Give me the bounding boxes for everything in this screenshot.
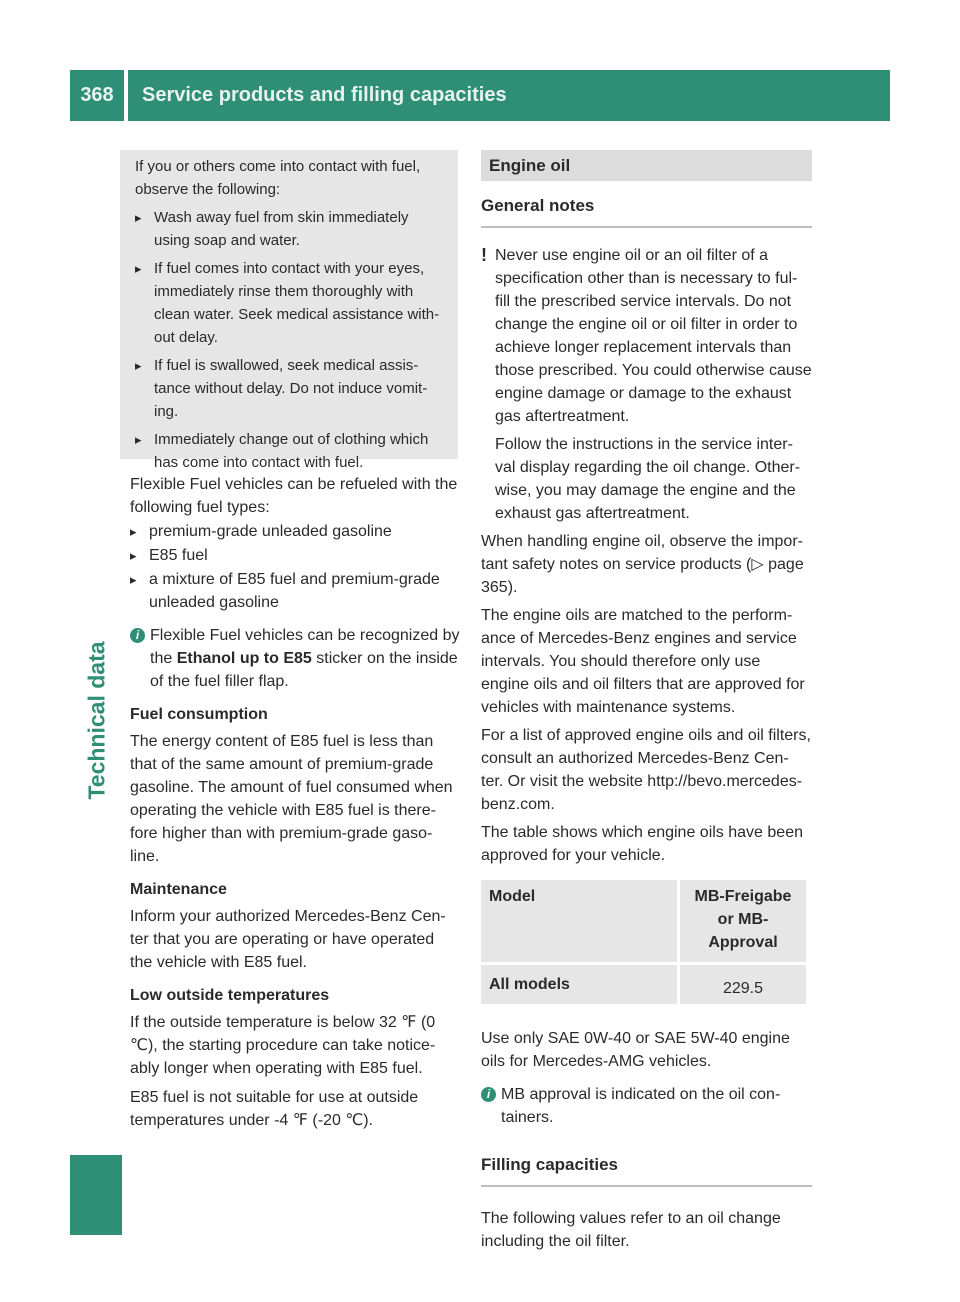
approved-list-text: [481, 724, 812, 816]
info-icon: i: [481, 1087, 496, 1102]
page-number: 368: [70, 70, 124, 121]
info-note: [481, 1083, 812, 1129]
list-item: ▸ If fuel comes into contact with your eyes, immediately rinse them thoroughly with clean water. Seek medical assistance with- out delay.: [135, 257, 448, 349]
website-link[interactable]: http://bevo.mercedes-benz.com.: [481, 773, 803, 813]
side-tab-block: [70, 1155, 122, 1235]
page-reference: (▷ page 365).: [481, 556, 804, 596]
table-header-row: [481, 880, 806, 962]
handling-text: [481, 530, 812, 599]
low-temp-heading: Low outside temperatures: [130, 987, 330, 1004]
table-intro: The table shows which engine oils have been approved for your vehicle.: [481, 824, 803, 864]
general-notes-title: General notes: [481, 194, 812, 228]
table-row: [481, 965, 806, 1004]
filling-text: The following values refer to an oil change including the oil filter.: [481, 1210, 781, 1250]
low-temp-text: If the outside temperature is below 32 ℉ (0 ℃), the starting procedure can take notice- ably longer when operating with E85 fuel.: [130, 1014, 436, 1077]
side-tab-label: Technical data: [83, 640, 110, 800]
info-note: [130, 624, 460, 693]
list-item: ▸ Wash away fuel from skin immediately using soap and water.: [135, 206, 448, 252]
list-item: ▸ a mixture of E85 fuel and premium-grade unleaded gasoline: [130, 568, 460, 614]
right-column: [481, 150, 812, 1253]
table-cell: 229.5: [680, 965, 806, 1004]
maintenance-text: Inform your authorized Mercedes-Benz Cen- ter that you are operating or have operated the vehicle with E85 fuel.: [130, 908, 446, 971]
warning-intro: If you or others come into contact with fuel, observe the following:: [135, 158, 421, 198]
table-header: Model: [481, 880, 677, 962]
page-title: Service products and filling capacities: [128, 70, 890, 121]
list-item: ▸ If fuel is swallowed, seek medical assis- tance without delay. Do not induce vomit- ing.: [135, 354, 448, 423]
info-text: MB approval is indicated on the oil con- tainers.: [501, 1086, 781, 1126]
flex-intro: Flexible Fuel vehicles can be refueled with the following fuel types:: [130, 476, 458, 516]
list-item: ▸ premium-grade unleaded gasoline: [130, 520, 460, 543]
maintenance-heading: Maintenance: [130, 881, 227, 898]
fuel-consumption-text: The energy content of E85 fuel is less than that of the same amount of premium-grade gasoline. The amount of fuel consumed when operating the vehicle with E85 fuel is there- fore higher than with premium-grade gaso- line.: [130, 733, 453, 865]
table-cell: All models: [481, 965, 677, 1004]
sae-text: Use only SAE 0W-40 or SAE 5W-40 engine oils for Mercedes-AMG vehicles.: [481, 1030, 790, 1070]
side-tab: [82, 560, 112, 880]
exclamation-icon: !: [481, 245, 487, 265]
approval-table: [478, 877, 809, 1007]
fuel-consumption-heading: Fuel consumption: [130, 706, 268, 723]
left-column: [130, 473, 460, 1132]
section-bar: Engine oil: [481, 150, 812, 181]
warning-box: [120, 150, 458, 471]
info-text-after: sticker on the inside of the fuel filler flap.: [150, 650, 458, 690]
info-text-bold: Ethanol up to E85: [176, 650, 312, 667]
note-paragraph: Follow the instructions in the service inter- val display regarding the oil change. Other- wise, you may damage the engine and the exhaust gas aftertreatment.: [495, 436, 801, 522]
info-text-before: Flexible Fuel vehicles can be recognized by the: [150, 627, 460, 667]
list-item: ▸ E85 fuel: [130, 544, 460, 567]
approved-list-body: For a list of approved engine oils and oil filters, consult an authorized Mercedes-Benz Cen- ter. Or visit the website: [481, 727, 811, 790]
matched-text: The engine oils are matched to the perform- ance of Mercedes-Benz engines and service intervals. You should therefore only use engine oils and oil filters that are approved for vehicles with maintenance systems.: [481, 607, 805, 716]
handling-text-body: When handling engine oil, observe the impor- tant safety notes on service products: [481, 533, 803, 573]
e85-text: E85 fuel is not suitable for use at outside temperatures under -4 ℉ (-20 ℃).: [130, 1089, 419, 1129]
note-paragraph: Never use engine oil or an oil filter of a specification other than is necessary to ful- fill the prescribed service intervals. Do not change the engine oil or oil filter in order to achieve longer replacement intervals than those prescribed. You could otherwise cause engine damage or damage to the exhaust gas aftertreatment.: [495, 247, 812, 425]
warning-note: [481, 244, 812, 525]
table-header: MB-Freigabe or MB- Approval: [680, 880, 806, 962]
info-icon: i: [130, 628, 145, 643]
filling-capacities-title: Filling capacities: [481, 1153, 812, 1187]
list-item: ▸ Immediately change out of clothing which has come into contact with fuel.: [135, 428, 448, 474]
